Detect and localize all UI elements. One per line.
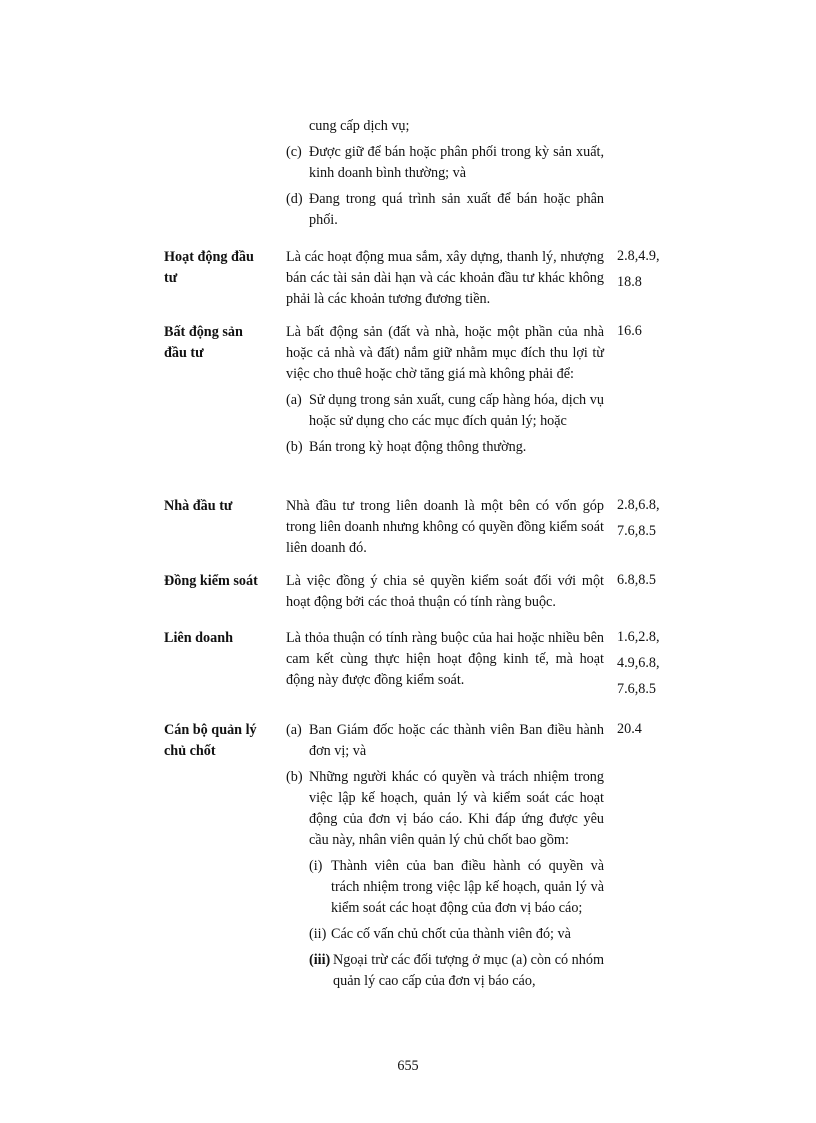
term-investing: Hoạt động đầu tư <box>164 249 254 286</box>
refs-joint-control: 6.8,8.5 <box>617 572 657 588</box>
refs-investment-property: 16.6 <box>617 323 642 339</box>
list-label: (a) <box>286 392 302 408</box>
list-item-c <box>286 142 604 184</box>
term-joint-control: Đồng kiểm soát <box>164 573 258 589</box>
sub-text: Thành viên của ban điều hành có quyền và trách nhiệm trong việc lập kế hoạch, quản lý và kiểm soát các hoạt động của đơn vị báo cáo; <box>331 858 604 916</box>
sub-item-iii <box>309 950 604 992</box>
refs-investing: 2.8,4.9, 18.8 <box>617 248 660 290</box>
term-key-management: Cán bộ quản lý chủ chốt <box>164 722 257 759</box>
term-investor: Nhà đầu tư <box>164 498 233 514</box>
sub-label: (ii) <box>309 926 327 942</box>
list-label: (b) <box>286 769 303 785</box>
list-text: Đang trong quá trình sản xuất để bán hoặc phân phối. <box>309 191 604 228</box>
list-text: Bán trong kỳ hoạt động thông thường. <box>309 439 527 455</box>
list-text: Những người khác có quyền và trách nhiệm trong việc lập kế hoạch, quản lý và kiểm soát các hoạt động của đơn vị báo cáo. Khi đáp ứng được yêu cầu này, nhân viên quản lý chủ chốt bao gồm: <box>309 769 604 848</box>
definition-joint-control: Là việc đồng ý chia sẻ quyền kiểm soát đối với một hoạt động bởi các thoả thuận có tính ràng buộc. <box>286 573 604 610</box>
sub-item-ii <box>309 924 604 945</box>
list-label: (d) <box>286 191 303 207</box>
list-text: Ban Giám đốc hoặc các thành viên Ban điều hành đơn vị; và <box>309 722 604 759</box>
page-number: 655 <box>397 1058 419 1074</box>
refs-investor: 2.8,6.8, 7.6,8.5 <box>617 497 660 539</box>
definition-investing: Là các hoạt động mua sắm, xây dựng, thanh lý, nhượng bán các tài sản dài hạn và các khoản đầu tư khác không phải là các khoản tương đương tiền. <box>286 249 604 307</box>
list-item-a <box>286 390 604 432</box>
definition-investment-property: Là bất động sản (đất và nhà, hoặc một phần của nhà hoặc cả nhà và đất) nắm giữ nhằm mục đích thu lợi từ việc cho thuê hoặc chờ tăng giá mà không phải để: (a) Sử dụng trong sản xuất, cung cấp hàng hóa, dịch vụ hoặc sử dụng cho các mục đích quản lý; hoặc (b) Bán trong kỳ hoạt động thông thường. <box>286 322 604 458</box>
sub-label: (iii) <box>309 952 331 968</box>
list-text: Sử dụng trong sản xuất, cung cấp hàng hóa, dịch vụ hoặc sử dụng cho các mục đích quản lý; hoặc <box>309 392 604 429</box>
definition-joint-venture: Là thỏa thuận có tính ràng buộc của hai hoặc nhiều bên cam kết cùng thực hiện hoạt động kinh tế, mà hoạt động này được đồng kiểm soát. <box>286 630 604 688</box>
list-item-a <box>286 720 604 762</box>
definition-key-management <box>286 720 604 992</box>
term-investment-property: Bất động sản đầu tư <box>164 324 243 361</box>
sub-text: Các cố vấn chủ chốt của thành viên đó; và <box>331 926 571 942</box>
list-item-b <box>286 767 604 992</box>
refs-joint-venture: 1.6,2.8, 4.9,6.8, 7.6,8.5 <box>617 629 660 697</box>
definition-investor: Nhà đầu tư trong liên doanh là một bên có vốn góp trong liên doanh nhưng không có quyền đồng kiểm soát liên doanh đó. <box>286 498 604 556</box>
list-item-d <box>286 189 604 231</box>
sub-text: Ngoại trừ các đối tượng ở mục (a) còn có nhóm quản lý cao cấp của đơn vị báo cáo, <box>333 952 604 989</box>
term-joint-venture: Liên doanh <box>164 630 233 646</box>
list-label: (b) <box>286 439 303 455</box>
continuation-line: cung cấp dịch vụ; <box>309 118 410 134</box>
sub-item-i <box>309 856 604 919</box>
list-label: (c) <box>286 144 302 160</box>
list-item-b <box>286 437 604 458</box>
list-text: Được giữ để bán hoặc phân phối trong kỳ sản xuất, kinh doanh bình thường; và <box>309 144 604 181</box>
continuation-block <box>286 116 604 231</box>
sub-label: (i) <box>309 858 323 874</box>
list-label: (a) <box>286 722 302 738</box>
refs-key-management: 20.4 <box>617 721 642 737</box>
